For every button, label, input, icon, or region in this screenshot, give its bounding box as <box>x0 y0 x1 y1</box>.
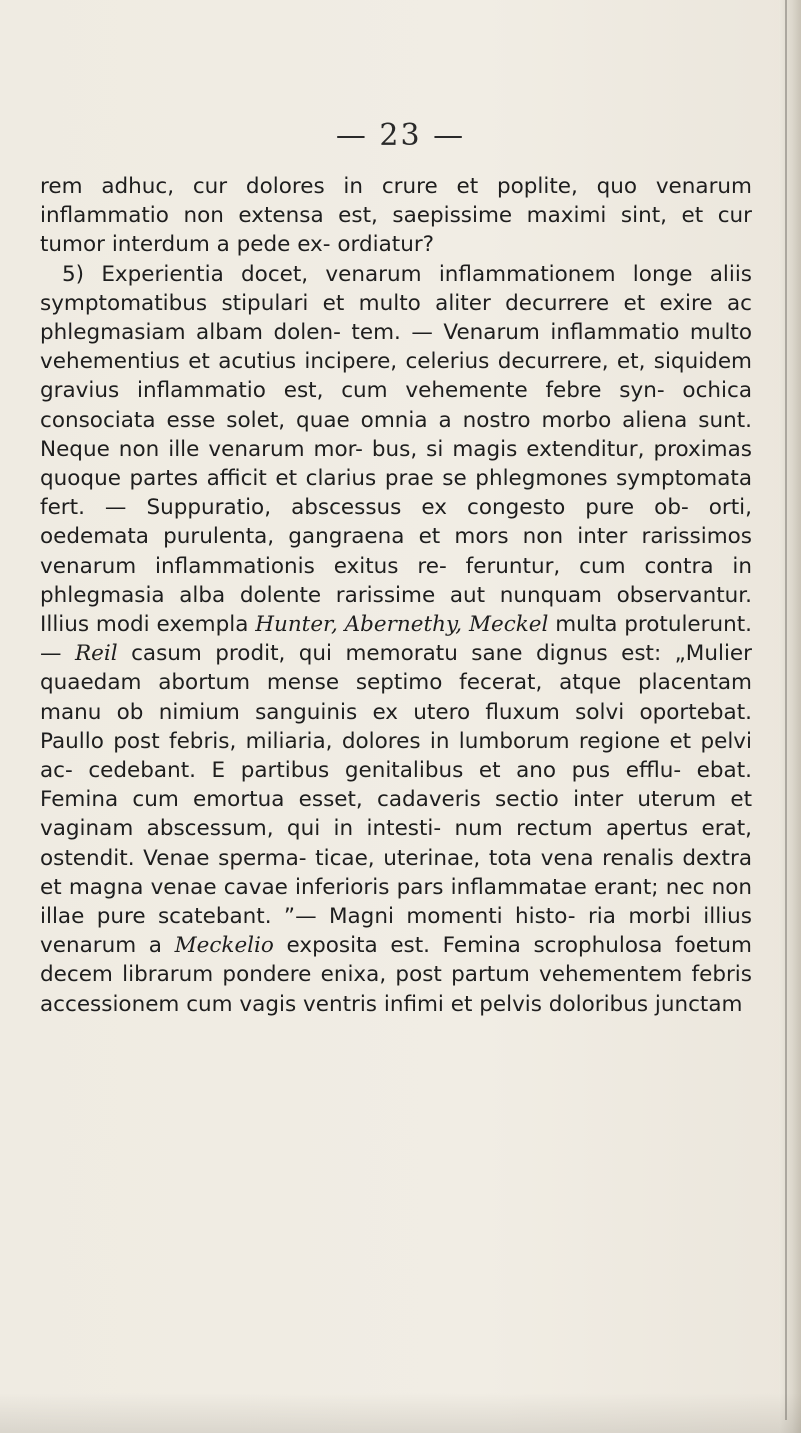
author-names: Hunter, Abernethy, Meckel <box>255 612 549 638</box>
author-name: Reil <box>74 641 118 667</box>
text-run: casum prodit, qui memoratu sane dignus est: „Mulier quaedam abortum mense septimo fecerat, atque placentam manu ob nimium sanguinis ex utero fluxum solvi oportebat. Paullo post febris, miliaria, dolores in lumborum regione et pelvi ac- cedebant. E partibus genitalibus et ano pus efflu- ebat. Femina cum emortua esset, cadaveris sectio inter uterum et vaginam abscessum, qui in intesti- num rectum apertus erat, ostendit. Venae sperma- ticae, uterinae, tota vena renalis dextra et magna venae cavae inferioris pars inflammatae erant; nec non illae pure scatebant. ”— Magni momenti histo- ria morbi illius venarum a <box>40 641 752 959</box>
binding-line <box>785 0 787 1420</box>
text-run: multa protulerunt. — <box>40 612 752 667</box>
page-number: — 23 — <box>335 118 466 153</box>
paragraph-2 <box>40 260 752 1019</box>
bottom-shadow <box>0 1393 801 1433</box>
text-run: 5) Experientia docet, venarum inflammationem longe aliis symptomatibus stipulari et multo aliter decurrere et exire ac phlegmasiam albam dolen- tem. — Venarum inflammatio multo vehementius et acutius incipere, celerius decurrere, et, siquidem gravius inflammatio est, cum vehemente febre syn- ochica consociata esse solet, quae omnia a nostro morbo aliena sunt. Neque non ille venarum mor- bus, si magis extenditur, proximas quoque partes afficit et clarius prae se phlegmones symptomata fert. — Suppuratio, abscessus ex congesto pure ob- orti, oedemata purulenta, gangraena et mors non inter rarissimos venarum inflammationis exitus re- feruntur, cum contra in phlegmasia alba dolente rarissime aut nunquam observantur. Illius modi exempla <box>40 261 752 638</box>
page-edge <box>779 0 801 1433</box>
text-run: exposita est. Femina scrophulosa foetum decem librarum pondere enixa, post partum vehementem febris accessionem cum vagis ventris infimi et pelvis doloribus junctam <box>40 933 752 1017</box>
author-name: Meckelio <box>174 933 274 959</box>
body-text <box>40 172 752 1019</box>
paragraph-1 <box>40 172 752 260</box>
text-run: rem adhuc, cur dolores in crure et poplite, quo venarum inflammatio non extensa est, saepissime maximi sint, et cur tumor interdum a pede ex- ordiatur? <box>40 174 752 258</box>
